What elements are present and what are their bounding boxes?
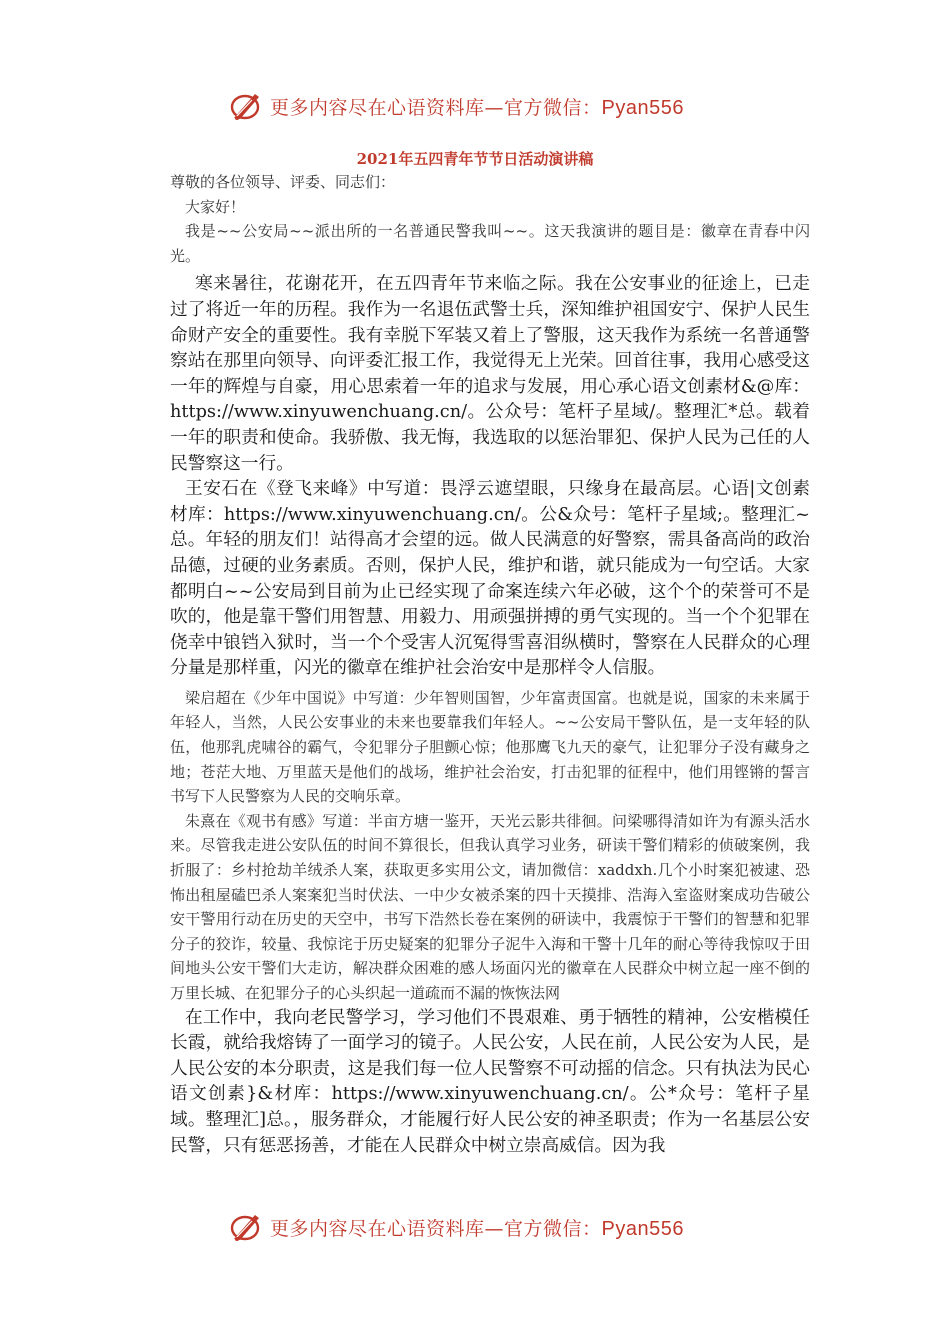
wechat-id: Pyan556 <box>601 1217 684 1240</box>
paragraph-3: 梁启超在《少年中国说》中写道：少年智则国智，少年富责国富。也就是说，国家的未来属于年轻人，当然，人民公安事业的未来也要靠我们年轻人。~~公安局干警队伍，是一支年轻的队伍，他那乳虎啸谷的霸气，令犯罪分子胆颤心惊；他那鹰飞九天的豪气，让犯罪分子没有藏身之地；苍茫大地、万里蓝天是他们的战场，维护社会治安，打击犯罪的征程中，他们用铿锵的誓言书写下人民警察为人民的交响乐章。 <box>170 688 810 806</box>
paragraph-1: 寒来暑往，花谢花开，在五四青年节来临之际。我在公安事业的征途上，已走过了将近一年的历程。我作为一名退伍武警士兵，深知维护祖国安宁、保护人民生命财产安全的重要性。我有幸脱下军装又着上了警服，这天我作为系统一名普通警察站在那里向领导、向评委汇报工作，我觉得无上光荣。回首往事，我用心感受这一年的辉煌与自豪，用心思索着一年的追求与发展，用心承心语文创素材&@库：https://www.xinyuwenchuang.cn/。公众号：笔杆子星域/。整理汇*总。载着一年的职责和使命。我骄傲、我无悔，我选取的以惩治罪犯、保护人民为己任的人民警察这一行。 <box>170 274 810 474</box>
quill-logo-icon <box>228 1209 264 1245</box>
header-banner <box>0 80 950 130</box>
document-body <box>170 170 810 1159</box>
paragraph-2: 王安石在《登飞来峰》中写道：畏浮云遮望眼，只缘身在最高层。心语|文创素材库：https://www.xinyuwenchuang.cn/。公&众号：笔杆子星域;。整理汇~总。年轻的朋友们！站得高才会望的远。做人民满意的好警察，需具备高尚的政治品德，过硬的业务素质。否则，保护人民，维护和谐，就只能成为一句空话。大家都明白~~公安局到目前为止已经实现了命案连续六年必破，这个个的荣誉可不是吹的，他是靠干警们用智慧、用毅力、用顽强拼搏的勇气实现的。当一个个犯罪在侥幸中锒铛入狱时，当一个个受害人沉冤得雪喜泪纵横时，警察在人民群众的心理分量是那样重，闪光的徽章在维护社会治安中是那样令人信服。 <box>170 479 810 679</box>
intro-paragraph: 我是~~公安局~~派出所的一名普通民警我叫~~。这天我演讲的题目是：徽章在青春中闪光。 <box>170 222 810 265</box>
paragraph-4: 朱熹在《观书有感》写道：半亩方塘一鉴开，天光云影共徘徊。问梁哪得清如许为有源头活水来。尽管我走进公安队伍的时间不算很长，但我认真学习业务，研读干警们精彩的侦破案例，我折服了：乡村抢劫羊绒杀人案，获取更多实用公文，请加微信：xaddxh.几个小时案犯被逮、恐怖出租屋磕巴杀人案案犯当时伏法、一中少女被杀案的四十天摸排、浩海入室盗财案成功告破公安干警用行动在历史的天空中，书写下浩然长卷在案例的研读中，我震惊于干警们的智慧和犯罪分子的狡诈，较量、我惊诧于历史疑案的犯罪分子泥牛入海和干警十几年的耐心等待我惊叹于田间地头公安干警们大走访，解决群众困难的感人场面闪光的徽章在人民群众中树立起一座不倒的万里长城、在犯罪分子的心头织起一道疏而不漏的恢恢法网 <box>170 811 810 1002</box>
salutation: 尊敬的各位领导、评委、同志们： <box>170 173 396 191</box>
paragraph-5: 在工作中，我向老民警学习，学习他们不畏艰难、勇于牺牲的精神，公安楷模任长霞，就给我熔铸了一面学习的镜子。人民公安，人民在前，人民公安为人民，是人民公安的本分职责，这是我们每一位人民警察不可动摇的信念。只有执法为民心语文创素}&材库：https://www.xinyuwenchuang.cn/。公*众号：笔杆子星域。整理汇]总。，服务群众，才能履行好人民公安的神圣职责；作为一名基层公安民警，只有惩恶扬善，才能在人民群众中树立崇高威信。因为我 <box>170 1007 810 1156</box>
banner-text: 更多内容尽在心语资料库—官方微信：Pyan556 <box>270 1217 684 1240</box>
quill-logo-icon <box>228 88 264 124</box>
wechat-id: Pyan556 <box>601 96 684 119</box>
footer-banner <box>0 1201 950 1251</box>
greeting: 大家好！ <box>185 197 246 216</box>
document-title: 2021年五四青年节节日活动演讲稿 <box>356 150 594 168</box>
banner-text: 更多内容尽在心语资料库—官方微信：Pyan556 <box>270 96 684 119</box>
